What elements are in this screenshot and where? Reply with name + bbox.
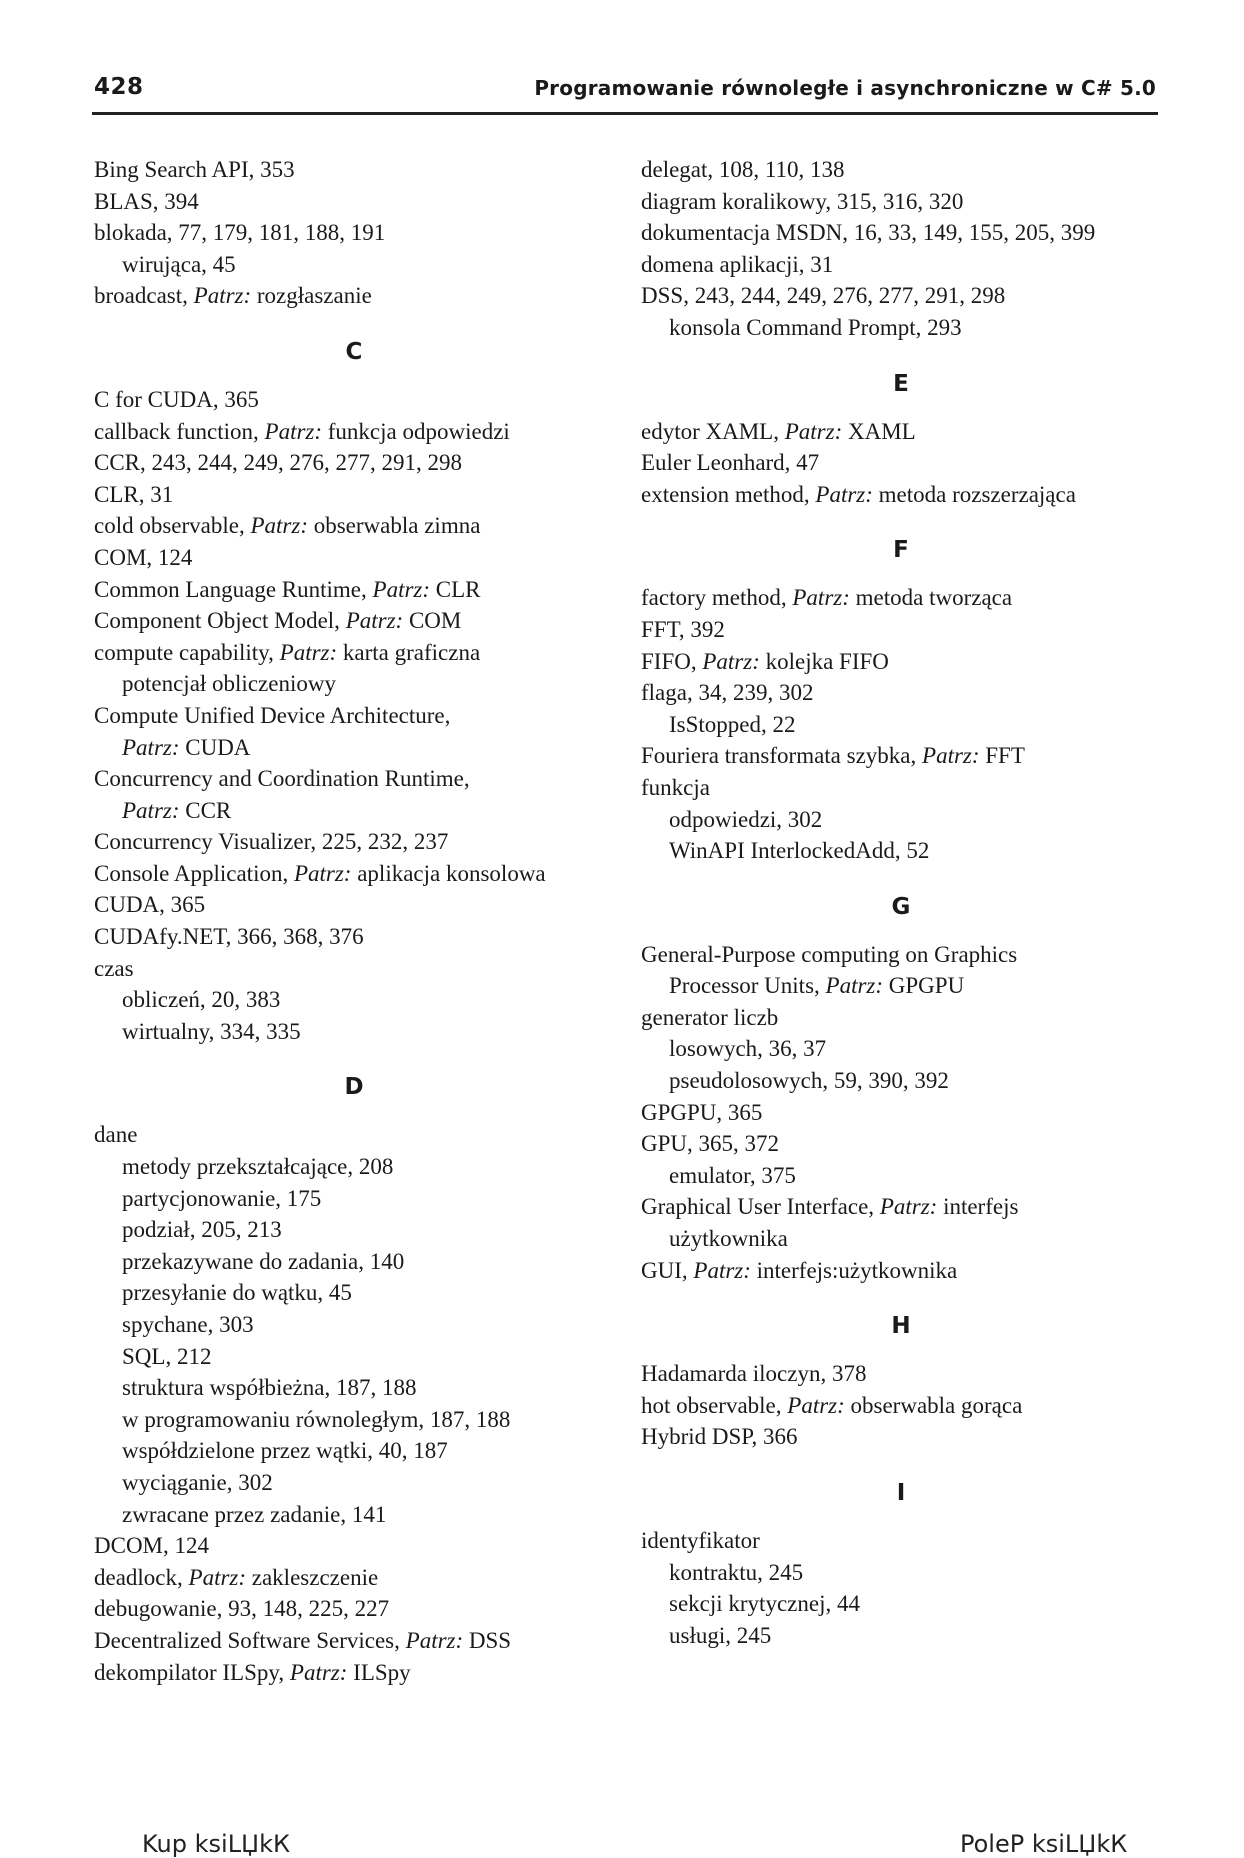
see-reference-label: Patrz: — [879, 1194, 938, 1220]
see-reference-label: Patrz: — [122, 797, 180, 823]
see-reference-label: Patrz: — [702, 648, 760, 674]
see-reference-label: Patrz: — [787, 1392, 845, 1418]
index-entry — [94, 1562, 614, 1594]
index-entry — [94, 763, 614, 795]
index-subentry — [641, 709, 1161, 741]
see-reference-target: XAML — [842, 418, 916, 444]
index-subentry — [94, 249, 614, 281]
see-reference-target: obserwabla gorąca — [844, 1392, 1023, 1418]
entry-text: współdzielone przez wątki, 40, 187 — [122, 1438, 448, 1464]
index-subentry — [641, 1033, 1161, 1065]
entry-text: zwracane przez zadanie, 141 — [122, 1501, 387, 1527]
index-entry-continuation — [641, 970, 1161, 1002]
see-reference-target: metoda rozszerzająca — [872, 481, 1076, 507]
see-reference-label: Patrz: — [792, 585, 850, 611]
see-reference-target: funkcja odpowiedzi — [322, 418, 510, 444]
index-column-right — [641, 154, 1161, 1651]
index-entry — [641, 939, 1161, 971]
see-reference-target: kolejka FIFO — [759, 648, 889, 674]
entry-text: podział, 205, 213 — [122, 1217, 282, 1243]
see-reference-label: Patrz: — [372, 576, 431, 602]
entry-text: flaga, 34, 239, 302 — [641, 680, 814, 706]
footer-recommend-link[interactable]: PoleР ksiLЏkК — [960, 1830, 1128, 1858]
see-reference-label: Patrz: — [825, 973, 884, 999]
entry-text: callback function, — [94, 418, 265, 444]
index-entry — [94, 510, 614, 542]
index-subentry — [94, 1404, 614, 1436]
index-entry-continuation — [641, 1223, 1161, 1255]
entry-text: Bing Search API, 353 — [94, 157, 295, 182]
index-entry — [641, 1421, 1161, 1453]
index-entry — [94, 953, 614, 985]
entry-text: edytor XAML, — [641, 418, 785, 444]
see-reference-label: Patrz: — [815, 481, 873, 507]
entry-text: C for CUDA, 365 — [94, 386, 259, 412]
see-reference-label: Patrz: — [250, 513, 308, 539]
index-entry — [641, 154, 1161, 186]
index-entry — [641, 249, 1161, 281]
index-entry — [94, 921, 614, 953]
entry-text: FIFO, — [641, 648, 703, 674]
see-reference-target: obserwabla zimna — [307, 513, 481, 539]
index-entry — [94, 479, 614, 511]
entry-text: CLR, 31 — [94, 481, 174, 507]
index-entry — [641, 1390, 1161, 1422]
index-entry — [641, 416, 1161, 448]
see-reference-label: Patrz: — [293, 860, 352, 886]
see-reference-label: Patrz: — [188, 1564, 247, 1590]
see-reference-target: interfejs:użytkownika — [750, 1257, 958, 1283]
index-entry — [94, 217, 614, 249]
entry-text: BLAS, 394 — [94, 188, 199, 214]
entry-text: hot observable, — [641, 1392, 788, 1418]
entry-text: SQL, 212 — [122, 1343, 212, 1369]
index-subentry — [94, 1246, 614, 1278]
running-title: Programowanie równoległe i asynchroniczne w C# 5.0 — [534, 76, 1156, 100]
index-entry — [94, 1530, 614, 1562]
index-entry — [94, 280, 614, 312]
index-entry — [94, 416, 614, 448]
index-entry — [641, 447, 1161, 479]
index-entry — [641, 1128, 1161, 1160]
entry-text: Processor Units, — [669, 973, 826, 999]
entry-text: Concurrency Visualizer, 225, 232, 237 — [94, 829, 449, 855]
index-subentry — [94, 1467, 614, 1499]
entry-text: diagram koralikowy, 315, 316, 320 — [641, 188, 964, 214]
footer-buy-link[interactable]: Kup ksiLЏkК — [142, 1830, 291, 1858]
entry-text: compute capability, — [94, 639, 280, 665]
entry-text: extension method, — [641, 481, 816, 507]
see-reference-target: CCR — [179, 797, 232, 823]
entry-text: potencjał obliczeniowy — [122, 671, 336, 697]
index-entry-continuation — [94, 668, 614, 700]
index-entry — [641, 186, 1161, 218]
section-letter-heading: F — [893, 537, 909, 564]
entry-text: debugowanie, 93, 148, 225, 227 — [94, 1596, 390, 1622]
index-entry — [94, 447, 614, 479]
index-entry — [641, 280, 1161, 312]
see-reference-target: COM — [403, 608, 462, 634]
entry-text: dane — [94, 1122, 138, 1148]
index-subentry — [641, 1065, 1161, 1097]
see-reference-target: aplikacja konsolowa — [351, 860, 546, 886]
index-entry — [94, 1593, 614, 1625]
entry-text: w programowaniu równoległym, 187, 188 — [122, 1406, 511, 1432]
see-reference-target: FFT — [979, 743, 1025, 769]
see-reference-target: DSS — [463, 1627, 512, 1653]
entry-text: wirtualny, 334, 335 — [122, 1018, 301, 1044]
entry-text: funkcja — [641, 774, 710, 800]
index-subentry — [94, 1372, 614, 1404]
index-entry — [94, 700, 614, 732]
entry-text: czas — [94, 955, 134, 981]
index-entry — [641, 1358, 1161, 1390]
index-subentry — [94, 984, 614, 1016]
entry-text: Console Application, — [94, 860, 294, 886]
index-column-left — [94, 154, 614, 1688]
index-entry — [94, 858, 614, 890]
entry-text: użytkownika — [669, 1226, 788, 1252]
entry-text: delegat, 108, 110, 138 — [641, 157, 845, 182]
index-subentry — [94, 1435, 614, 1467]
entry-text: dokumentacja MSDN, 16, 33, 149, 155, 205, 399 — [641, 220, 1096, 246]
index-entry — [94, 1625, 614, 1657]
index-subentry — [641, 1160, 1161, 1192]
entry-text: Hybrid DSP, 366 — [641, 1424, 798, 1450]
entry-text: CUDA, 365 — [94, 892, 206, 918]
entry-text: blokada, 77, 179, 181, 188, 191 — [94, 220, 386, 246]
index-subentry — [641, 835, 1161, 867]
index-subentry — [94, 1016, 614, 1048]
index-entry — [94, 154, 614, 186]
index-subentry — [641, 1588, 1161, 1620]
page-number: 428 — [94, 74, 144, 100]
entry-text: COM, 124 — [94, 544, 193, 570]
section-letter-heading: H — [891, 1313, 911, 1340]
see-reference-target: rozgłaszanie — [251, 283, 372, 309]
index-entry — [641, 217, 1161, 249]
index-entry — [94, 826, 614, 858]
index-entry-continuation — [94, 732, 614, 764]
index-entry — [641, 1191, 1161, 1223]
entry-text: przesyłanie do wątku, 45 — [122, 1280, 352, 1306]
entry-text: Fouriera transformata szybka, — [641, 743, 923, 769]
entry-text: GPU, 365, 372 — [641, 1131, 780, 1157]
entry-text: Concurrency and Coordination Runtime, — [94, 766, 470, 792]
index-subentry — [94, 1341, 614, 1373]
entry-text: przekazywane do zadania, 140 — [122, 1248, 405, 1274]
entry-text: DCOM, 124 — [94, 1533, 210, 1559]
entry-text: CCR, 243, 244, 249, 276, 277, 291, 298 — [94, 450, 463, 476]
entry-text: DSS, 243, 244, 249, 276, 277, 291, 298 — [641, 283, 1006, 309]
entry-text: pseudolosowych, 59, 390, 392 — [669, 1068, 949, 1094]
index-entry-continuation — [94, 795, 614, 827]
entry-text: FFT, 392 — [641, 616, 725, 642]
entry-text: usługi, 245 — [669, 1622, 772, 1648]
entry-text: wirująca, 45 — [122, 251, 236, 277]
entry-text: Decentralized Software Services, — [94, 1627, 406, 1653]
entry-text: GPGPU, 365 — [641, 1099, 763, 1125]
index-entry — [94, 384, 614, 416]
section-letter-heading: D — [344, 1074, 364, 1101]
see-reference-label: Patrz: — [289, 1659, 348, 1685]
see-reference-label: Patrz: — [405, 1627, 464, 1653]
entry-text: losowych, 36, 37 — [669, 1036, 827, 1062]
entry-text: Graphical User Interface, — [641, 1194, 880, 1220]
entry-text: metody przekształcające, 208 — [122, 1154, 394, 1180]
entry-text: General-Purpose computing on Graphics — [641, 941, 1018, 967]
entry-text: dekompilator ILSpy, — [94, 1659, 290, 1685]
index-subentry — [94, 1183, 614, 1215]
see-reference-target: ILSpy — [347, 1659, 411, 1685]
see-reference-target: CLR — [430, 576, 481, 602]
see-reference-label: Patrz: — [922, 743, 980, 769]
entry-text: CUDAfy.NET, 366, 368, 376 — [94, 924, 364, 950]
entry-text: IsStopped, 22 — [669, 711, 796, 737]
index-entry — [641, 646, 1161, 678]
entry-text: konsola Command Prompt, 293 — [669, 314, 962, 340]
index-subentry — [641, 1620, 1161, 1652]
see-reference-target: metoda tworząca — [849, 585, 1013, 611]
see-reference-target: interfejs — [937, 1194, 1019, 1220]
section-letter-heading: G — [891, 893, 911, 920]
section-letter-heading: I — [896, 1480, 906, 1506]
see-reference-label: Patrz: — [784, 418, 843, 444]
see-reference-target: GPGPU — [883, 973, 965, 999]
entry-text: factory method, — [641, 585, 793, 611]
entry-text: WinAPI InterlockedAdd, 52 — [669, 838, 930, 864]
entry-text: GUI, — [641, 1257, 694, 1283]
see-reference-label: Patrz: — [122, 734, 180, 760]
see-reference-target: zakleszczenie — [246, 1564, 379, 1590]
index-entry — [641, 614, 1161, 646]
entry-text: Hadamarda iloczyn, 378 — [641, 1361, 867, 1387]
index-entry — [94, 1119, 614, 1151]
entry-text: broadcast, — [94, 283, 194, 309]
index-entry — [641, 772, 1161, 804]
index-entry — [94, 889, 614, 921]
entry-text: wyciąganie, 302 — [122, 1469, 273, 1495]
section-letter-heading: C — [345, 338, 363, 365]
entry-text: Common Language Runtime, — [94, 576, 373, 602]
index-subentry — [641, 804, 1161, 836]
entry-text: spychane, 303 — [122, 1312, 254, 1337]
index-subentry — [94, 1151, 614, 1183]
index-entry — [94, 186, 614, 218]
entry-text: deadlock, — [94, 1564, 189, 1590]
index-entry — [641, 582, 1161, 614]
section-letter-heading: E — [893, 370, 909, 397]
see-reference-label: Patrz: — [345, 608, 404, 634]
index-entry — [641, 1525, 1161, 1557]
entry-text: kontraktu, 245 — [669, 1559, 804, 1585]
entry-text: cold observable, — [94, 513, 251, 539]
index-entry — [641, 1097, 1161, 1129]
entry-text: generator liczb — [641, 1004, 779, 1030]
page-header — [92, 72, 1158, 115]
entry-text: struktura współbieżna, 187, 188 — [122, 1375, 417, 1401]
index-entry — [641, 1255, 1161, 1287]
index-subentry — [94, 1277, 614, 1309]
see-reference-label: Patrz: — [193, 283, 252, 309]
index-subentry — [94, 1499, 614, 1531]
index-entry — [641, 1002, 1161, 1034]
see-reference-label: Patrz: — [693, 1257, 751, 1283]
see-reference-target: karta graficzna — [337, 639, 481, 665]
entry-text: odpowiedzi, 302 — [669, 806, 823, 832]
index-entry — [94, 605, 614, 637]
entry-text: partycjonowanie, 175 — [122, 1185, 322, 1211]
entry-text: obliczeń, 20, 383 — [122, 987, 281, 1013]
index-entry — [641, 479, 1161, 511]
entry-text: emulator, 375 — [669, 1162, 796, 1188]
entry-text: Compute Unified Device Architecture, — [94, 702, 451, 728]
index-entry — [641, 740, 1161, 772]
entry-text: sekcji krytycznej, 44 — [669, 1591, 860, 1617]
entry-text: Component Object Model, — [94, 608, 346, 634]
see-reference-label: Patrz: — [264, 418, 323, 444]
index-subentry — [641, 1557, 1161, 1589]
see-reference-target: CUDA — [179, 734, 251, 760]
index-subentry — [94, 1309, 614, 1341]
index-subentry — [641, 312, 1161, 344]
see-reference-label: Patrz: — [279, 639, 338, 665]
index-entry — [94, 574, 614, 606]
index-entry — [641, 677, 1161, 709]
entry-text: domena aplikacji, 31 — [641, 251, 834, 277]
index-subentry — [94, 1214, 614, 1246]
entry-text: identyfikator — [641, 1528, 760, 1553]
index-entry — [94, 637, 614, 669]
index-entry — [94, 1657, 614, 1689]
index-entry — [94, 542, 614, 574]
entry-text: Euler Leonhard, 47 — [641, 450, 820, 476]
